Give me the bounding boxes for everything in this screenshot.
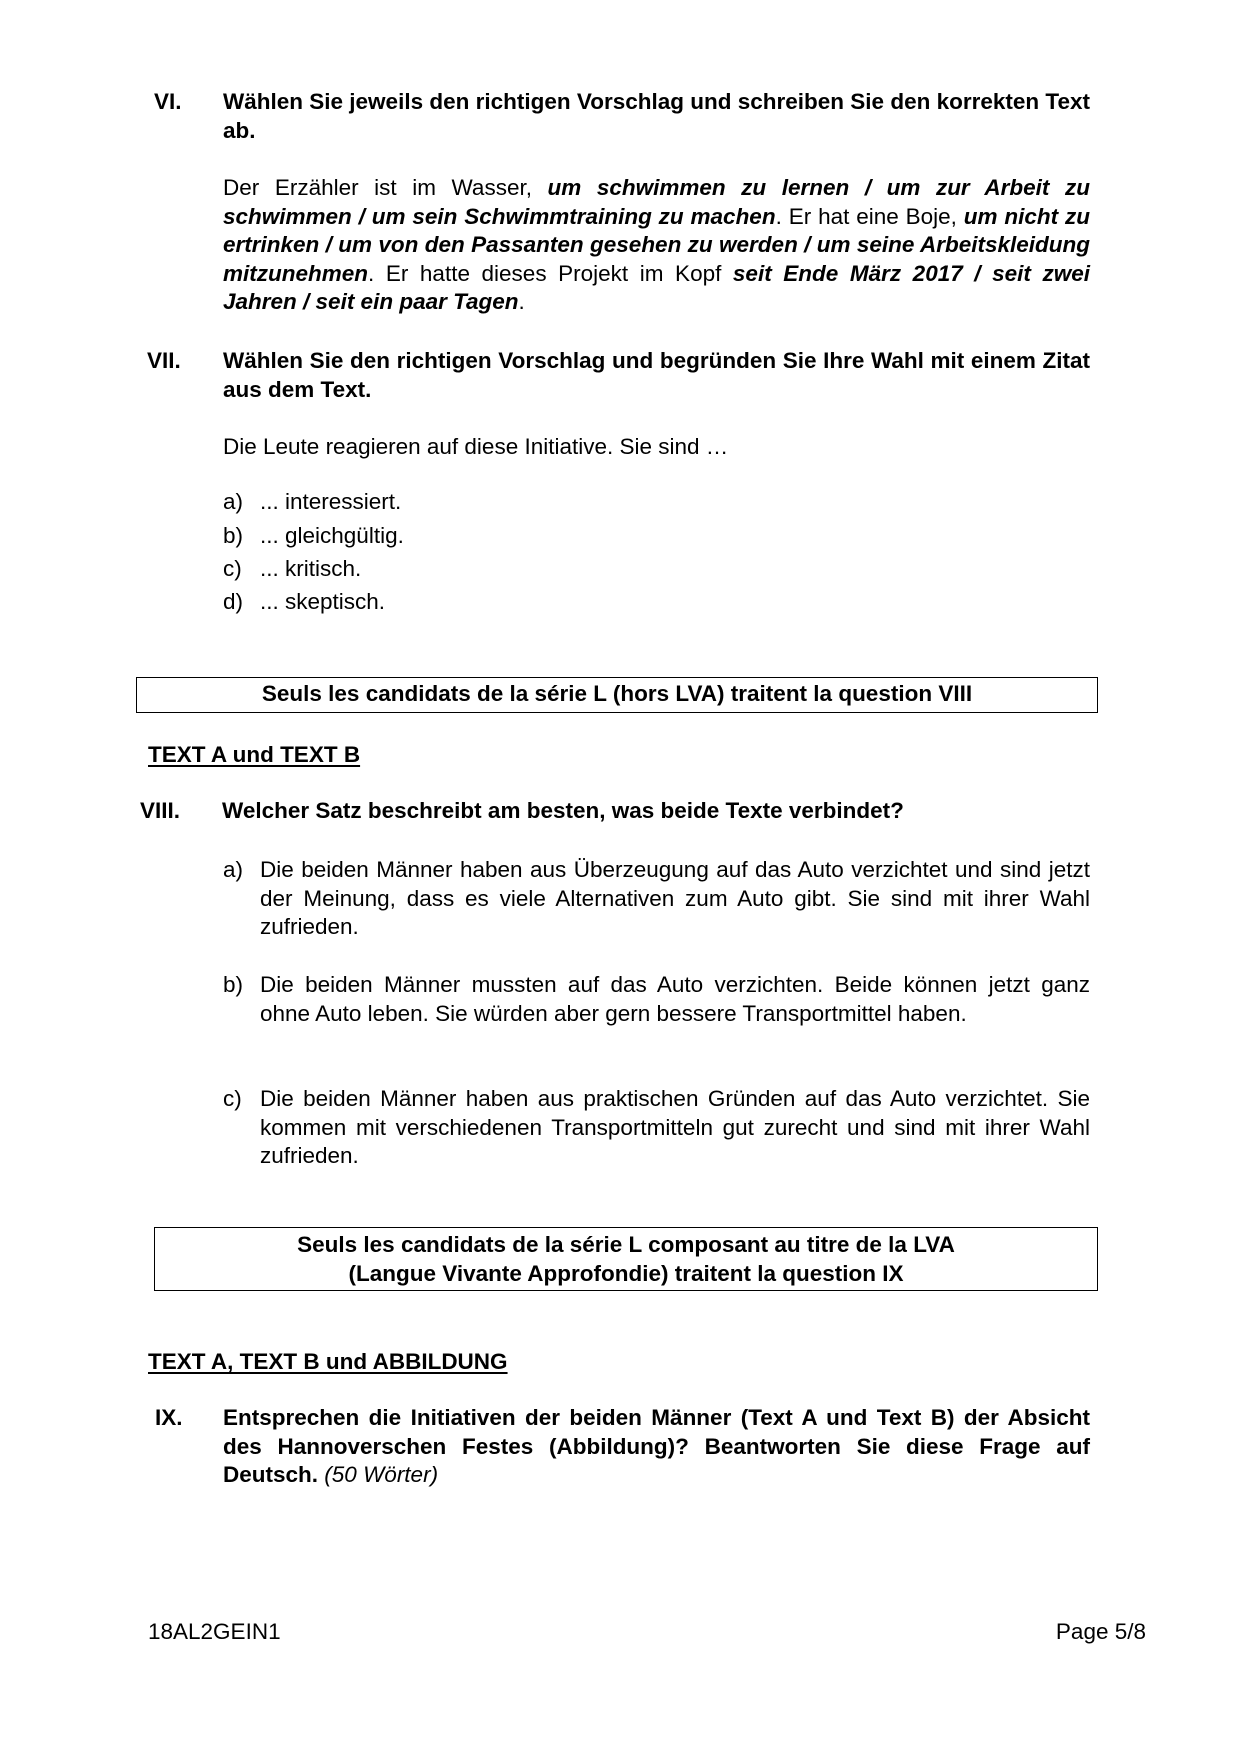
question-title-8: Welcher Satz beschreibt am besten, was beide Texte verbindet? [222,798,904,823]
paragraph-text: . [518,289,525,314]
question-7-intro: Die Leute reagieren auf diese Initiative. Sie sind … [223,434,729,459]
candidate-notice-line-1: Seuls les candidats de la série L composant au titre de la LVA [297,1232,955,1257]
word-count-note: (50 Wörter) [324,1462,439,1487]
option-letter: b) [223,523,244,548]
question-number-9: IX. [155,1405,183,1430]
paragraph-text: Der Erzähler ist im Wasser, [223,175,548,200]
candidate-notice-box-ix [154,1227,1098,1291]
option-letter: b) [223,972,244,997]
option-c [223,1085,1090,1171]
question-title-6: Wählen Sie jeweils den richtigen Vorschlag und schreiben Sie den korrekten Text ab. [223,89,1090,143]
page-number: Page 5/8 [1055,1619,1146,1644]
question-title-9-text: Entsprechen die Initiativen der beiden Männer (Text A und Text B) der Absicht des Hannoverschen Festes (Abbildung)? Beantworten Sie diese Frage auf Deutsch. [223,1405,1090,1487]
question-title-7: Wählen Sie den richtigen Vorschlag und begründen Sie Ihre Wahl mit einem Zitat aus dem Text. [223,348,1090,402]
option-text: ... interessiert. [260,489,402,514]
option-text: Die beiden Männer mussten auf das Auto verzichten. Beide können jetzt ganz ohne Auto leben. Sie würden aber gern bessere Transportmittel haben. [260,972,1090,1026]
answer-choices: um schwimmen zu lernen / um zur Arbeit zu schwimmen / um sein Schwimmtraining zu machen [223,175,1090,229]
option-letter: c) [223,556,242,581]
answer-choices: um nicht zu ertrinken / um von den Passanten gesehen zu werden / um seine Arbeitskleidung mitzunehmen [223,203,1090,286]
option-a [223,856,1090,942]
option-b [223,971,1090,1028]
option-letter: a) [223,489,244,514]
option-text: ... gleichgültig. [260,523,404,548]
option-letter: d) [223,589,244,614]
answer-choices: seit Ende März 2017 / seit zwei Jahren / seit ein paar Tagen [223,260,1090,314]
paragraph-text: . Er hat eine Boje, [775,203,964,229]
option-text: ... skeptisch. [260,589,386,614]
question-6-paragraph [223,174,1090,317]
question-title-9 [223,1404,1090,1490]
exam-code: 18AL2GEIN1 [148,1619,281,1644]
candidate-notice-box-viii [136,677,1098,713]
option-text: Die beiden Männer haben aus praktischen Gründen auf das Auto verzichtet. Sie kommen mit verschiedenen Transportmitteln gut zurecht und sind mit ihrer Wahl zufrieden. [260,1086,1090,1168]
option-letter: a) [223,857,244,882]
candidate-notice-text: Seuls les candidats de la série L (hors LVA) traitent la question VIII [261,681,973,706]
question-number-8: VIII. [140,798,181,823]
section-heading-text-a-b: TEXT A und TEXT B [148,742,361,767]
option-text: Die beiden Männer haben aus Überzeugung auf das Auto verzichtet und sind jetzt der Meinung, dass es viele Alternativen zum Auto gibt. Sie sind mit ihrer Wahl zufrieden. [260,857,1090,939]
candidate-notice-line-2: (Langue Vivante Approfondie) traitent la question IX [348,1261,904,1286]
question-number-6: VI. [154,89,182,114]
option-text: ... kritisch. [260,556,362,581]
option-letter: c) [223,1086,242,1111]
section-heading-text-a-b-abbildung: TEXT A, TEXT B und ABBILDUNG [148,1349,508,1374]
paragraph-text: . Er hatte dieses Projekt im Kopf [368,260,733,286]
question-number-7: VII. [147,348,181,373]
